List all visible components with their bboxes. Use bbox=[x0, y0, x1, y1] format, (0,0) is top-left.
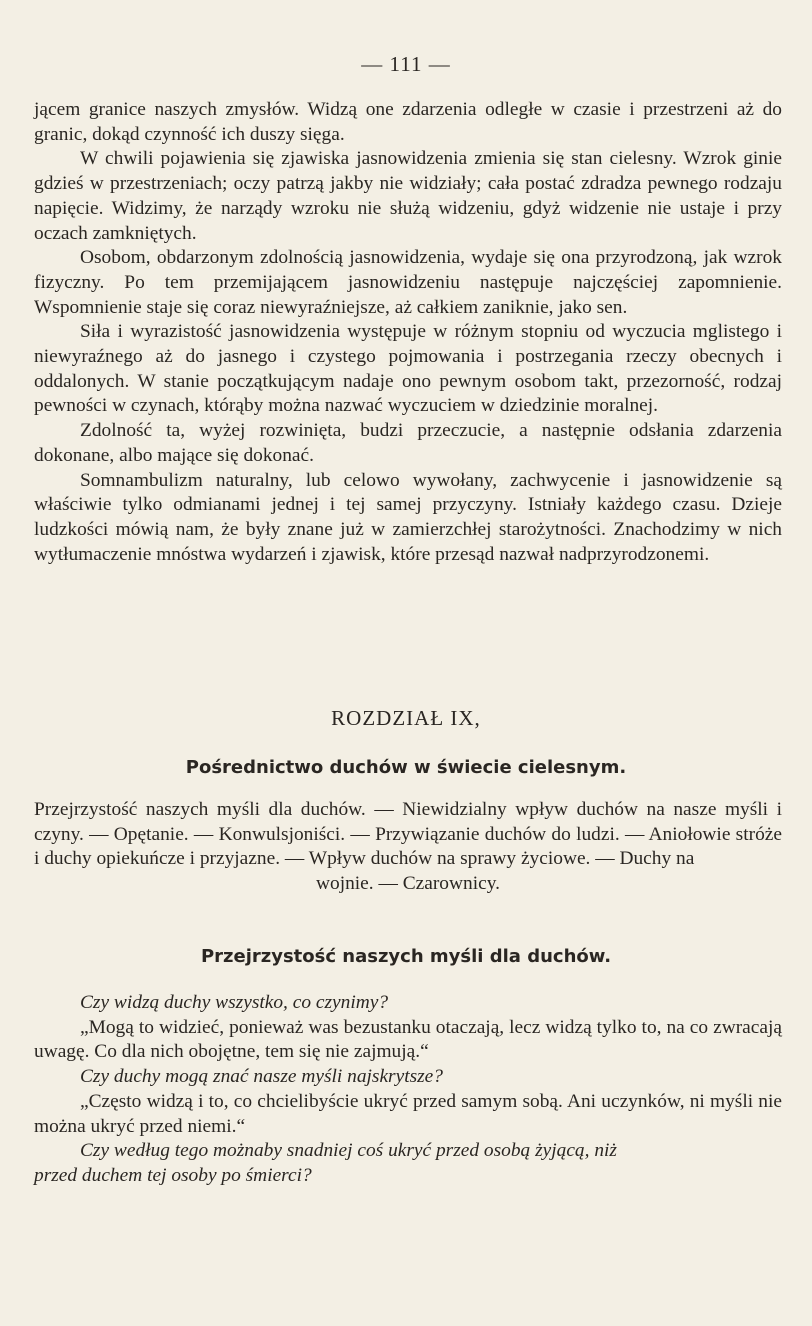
paragraph: Zdolność ta, wyżej rozwinięta, budzi przeczucie, a następnie odsłania zdarzenia dokonane, albo mające się dokonać. bbox=[34, 420, 782, 466]
chapter-heading: ROZDZIAŁ IX, bbox=[331, 706, 481, 730]
chapter-subtitle: Pośrednictwo duchów w świecie cielesnym. bbox=[185, 757, 627, 778]
paragraph: Osobom, obdarzonym zdolnością jasnowidzenia, wydaje się ona przyrodzoną, jak wzrok fizyczny. Po tem przemijającem jasnowidzeniu następuje najczęściej zapomnienie. Wspomnienie staje się coraz niewyraźniejsze, aż całkiem zaniknie, jako sen. bbox=[34, 247, 782, 318]
chapter-summary bbox=[34, 798, 782, 897]
answer: „Często widzą i to, co chcielibyście ukryć przed samym sobą. Ani uczynków, ni myśli nie można ukryć przed niemi.“ bbox=[34, 1090, 782, 1137]
answer: „Mogą to widzieć, ponieważ was bezustanku otaczają, lecz widzą tylko to, na co zwracają uwagę. Co dla nich obojętne, tem się nie zajmują.“ bbox=[34, 1016, 782, 1063]
question-continuation: przed duchem tej osoby po śmierci? bbox=[34, 1164, 312, 1186]
paragraph: Somnambulizm naturalny, lub celowo wywołany, zachwycenie i jasnowidzenie są właściwie tylko odmianami jednej i tej samej przyczyny. Istniały każdego czasu. Dzieje ludzkości mówią nam, że były znane już w zamierzchłej starożytności. Znachodzimy w nich wytłumaczenie mnóstwa wydarzeń i zjawisk, które przesąd nazwał nadprzyrodzonemi. bbox=[34, 469, 782, 565]
summary-text: Przejrzystość naszych myśli dla duchów. — Niewidzialny wpływ duchów na nasze myśli i czyny. — Opętanie. — Konwulsjoniści. — Przywiązanie duchów do ludzi. — Aniołowie stróże i duchy opiekuńcze i przyjazne. — Wpływ duchów na sprawy życiowe. — Duchy na bbox=[34, 799, 782, 870]
question-answer-block bbox=[34, 991, 782, 1189]
summary-last-line: wojnie. — Czarownicy. bbox=[316, 873, 500, 895]
paragraph: Siła i wyrazistość jasnowidzenia występuje w różnym stopniu od wyczucia mglistego i niewyraźnego aż do jasnego i czystego pojmowania i postrzegania rzeczy obecnych i oddalonych. W stanie początkującym nadaje ono pewnym osobom takt, przezorność, rodzaj pewności w czynach, którąby można nazwać wyczuciem w dziedzinie moralnej. bbox=[34, 321, 782, 417]
section-heading: Przejrzystość naszych myśli dla duchów. bbox=[200, 946, 612, 967]
paragraph: W chwili pojawienia się zjawiska jasnowidzenia zmienia się stan cielesny. Wzrok ginie gdzieś w przestrzeniach; oczy patrzą jakby nie widziały; cała postać zdradza pewnego rodzaju napięcie. Widzimy, że narządy wzroku nie służą widzeniu, gdyż widzenie nie ustaje i przy oczach zamkniętych. bbox=[34, 148, 782, 244]
question: Czy duchy mogą znać nasze myśli najskrytsze? bbox=[80, 1066, 443, 1088]
paragraph: jącem granice naszych zmysłów. Widzą one zdarzenia odległe w czasie i przestrzeni aż do granic, dokąd czynność ich duszy sięga. bbox=[34, 99, 782, 145]
question: Czy według tego możnaby snadniej coś ukryć przed osobą żyjącą, niż bbox=[80, 1140, 617, 1162]
question: Czy widzą duchy wszystko, co czynimy? bbox=[80, 992, 389, 1013]
main-text bbox=[34, 98, 782, 567]
page-number: — 111 — bbox=[361, 52, 451, 76]
